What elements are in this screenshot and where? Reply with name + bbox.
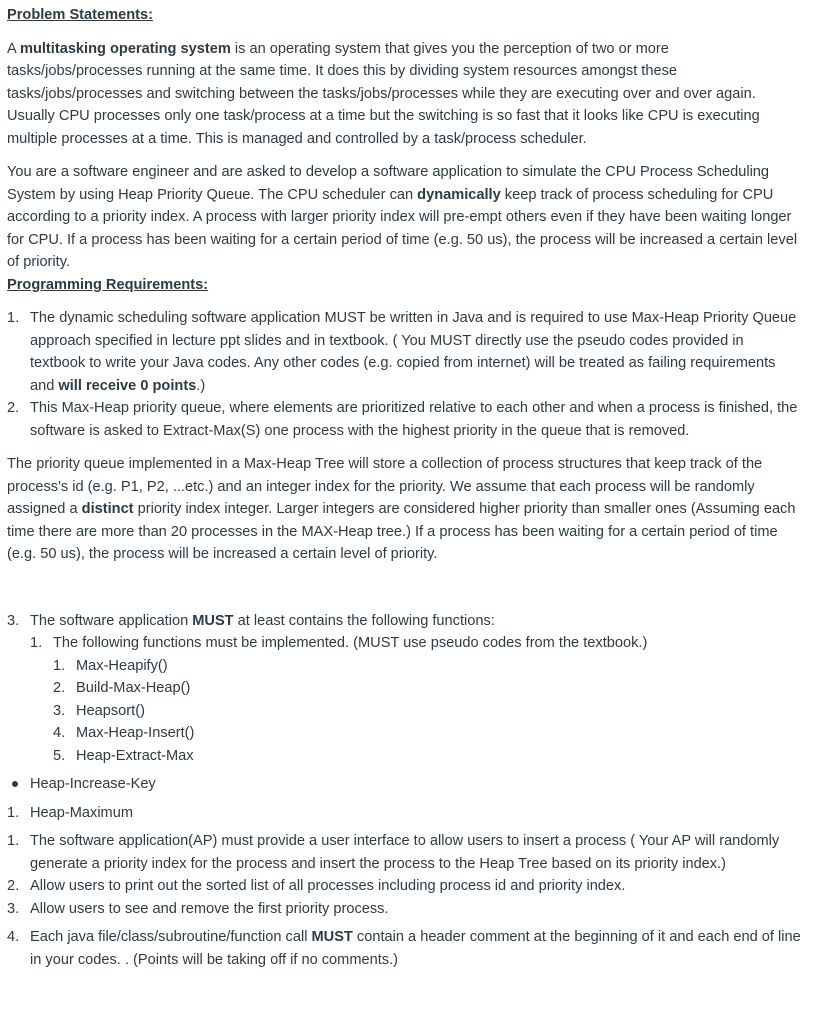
function-item	[53, 655, 802, 678]
list-number: 1.	[7, 310, 20, 326]
final-item	[7, 898, 802, 921]
requirements-heading: Programming Requirements:	[7, 276, 209, 293]
function-name: Max-Heap-Insert()	[76, 725, 195, 741]
list-number: 1.	[7, 804, 20, 821]
final-item	[7, 875, 802, 898]
problem-heading: Problem Statements:	[7, 7, 153, 23]
list-number: 1.	[53, 657, 66, 674]
para1-post: is an operating system that gives you the perception of two or more tasks/jobs/processes running at the same time. It does this by dividing system resources amongst these tasks/jobs/processes and switching between the tasks/jobs/processes while they are executing over and over again. Usually CPU processes only one task/process at a time but the switching is so fast that it looks like CPU is executing multiple processes at a time. This is managed and controlled by a task/process scheduler.	[7, 40, 760, 147]
list-number: 1.	[7, 833, 20, 849]
bullet-text: Heap-Increase-Key	[30, 776, 156, 792]
item3-bold: MUST	[192, 612, 234, 629]
item4-pre: Each java file/class/subroutine/function call	[30, 929, 312, 945]
function-item	[53, 745, 802, 768]
para1-pre: A	[7, 40, 20, 57]
final-item-text: The software application(AP) must provide a user interface to allow users to insert a process ( Your AP will randomly generate a priority index for the process and insert the process to the Heap Tree based on its priority index.)	[30, 833, 780, 872]
list-number: 1.	[30, 635, 43, 651]
bullet-dot-icon	[12, 781, 18, 787]
item3-post: at least contains the following functions:	[233, 612, 495, 629]
list-number: 2.	[53, 680, 66, 696]
item1-post: .)	[196, 377, 206, 394]
para3-pre: The priority queue implemented in a Max-Heap Tree will store a collection of process structures that keep track of the process's id (e.g. P1, P2, ...etc.) and an integer index for the priority. We assume that each process will be randomly assigned a	[7, 456, 763, 517]
item1-bold: will receive 0 points	[58, 377, 197, 394]
list-number: 2.	[7, 400, 20, 416]
final-item-text: Allow users to see and remove the first priority process.	[30, 900, 389, 917]
final-requirements-list	[7, 830, 802, 920]
item4-post: contain a header comment at the beginning of it and each end of line in your codes. . (Points will be taking off if no comments.)	[30, 929, 801, 968]
function-item	[53, 700, 802, 723]
heap-maximum-text: Heap-Maximum	[30, 804, 133, 821]
list-number: 5.	[53, 747, 66, 764]
problem-paragraph-2	[7, 161, 802, 274]
function-name: Max-Heapify()	[76, 657, 168, 674]
function-name: Heapsort()	[76, 702, 145, 719]
function-name: Build-Max-Heap()	[76, 680, 191, 696]
heap-maximum-item	[7, 802, 802, 825]
function-item	[53, 677, 802, 700]
list-number: 3.	[53, 702, 66, 719]
para2-post: keep track of process scheduling for CPU according to a priority index. A process with larger priority index will pre-empt others even if they have been waiting longer for CPU. If a process has been waiting for a certain period of time (e.g. 50 us), the process will be increased a certain level of priority.	[7, 186, 798, 270]
final-item	[7, 830, 802, 875]
item4-bold: MUST	[311, 929, 353, 945]
para1-bold: multitasking operating system	[19, 40, 231, 57]
item2-text: This Max-Heap priority queue, where elements are prioritized relative to each other and when a process is finished, the software is asked to Extract-Max(S) one process with the highest priority in the queue that is removed.	[30, 400, 798, 439]
item3-pre: The software application	[30, 612, 193, 629]
para3-post: priority index integer. Larger integers are considered higher priority than smaller ones (Assuming each time there are more than 20 processes in the MAX-Heap tree.) If a process has been waiting for a certain period of time (e.g. 50 us), the process will be increased a certain level of priority.	[7, 501, 796, 562]
function-item	[53, 722, 802, 745]
problem-paragraph-1	[7, 38, 802, 151]
requirements-list-1	[7, 307, 802, 442]
requirement-item-4	[7, 926, 802, 971]
final-item-text: Allow users to print out the sorted list of all processes including process id and priority index.	[30, 878, 626, 894]
requirement-item-1	[7, 307, 802, 397]
para3-bold: distinct	[81, 501, 134, 517]
requirement-subitem-1	[30, 632, 802, 655]
requirements-list-3	[7, 610, 802, 768]
list-number: 3.	[7, 612, 20, 629]
list-number: 4.	[7, 929, 20, 945]
list-number: 4.	[53, 725, 66, 741]
para2-pre: You are a software engineer and are asked to develop a software application to simulate the CPU Process Scheduling System by using Heap Priority Queue. The CPU scheduler can	[7, 164, 770, 203]
requirement-item-3	[7, 610, 802, 633]
item1-pre: The dynamic scheduling software application MUST be written in Java and is required to use Max-Heap Priority Queue approach specified in lecture ppt slides and in textbook. ( You MUST directly use the pseudo codes provided in textbook to write your Java codes. Any other codes (e.g. copied from internet) will be treated as failing requirements and	[30, 310, 797, 394]
priority-queue-paragraph	[7, 453, 802, 566]
list-number: 3.	[7, 900, 20, 917]
bullet-item	[7, 773, 802, 796]
list-number: 2.	[7, 878, 20, 894]
function-name: Heap-Extract-Max	[76, 747, 194, 764]
requirement-item-2	[7, 397, 802, 442]
subitem-text: The following functions must be implemented. (MUST use pseudo codes from the textbook.)	[53, 635, 648, 651]
para2-bold: dynamically	[417, 186, 501, 203]
